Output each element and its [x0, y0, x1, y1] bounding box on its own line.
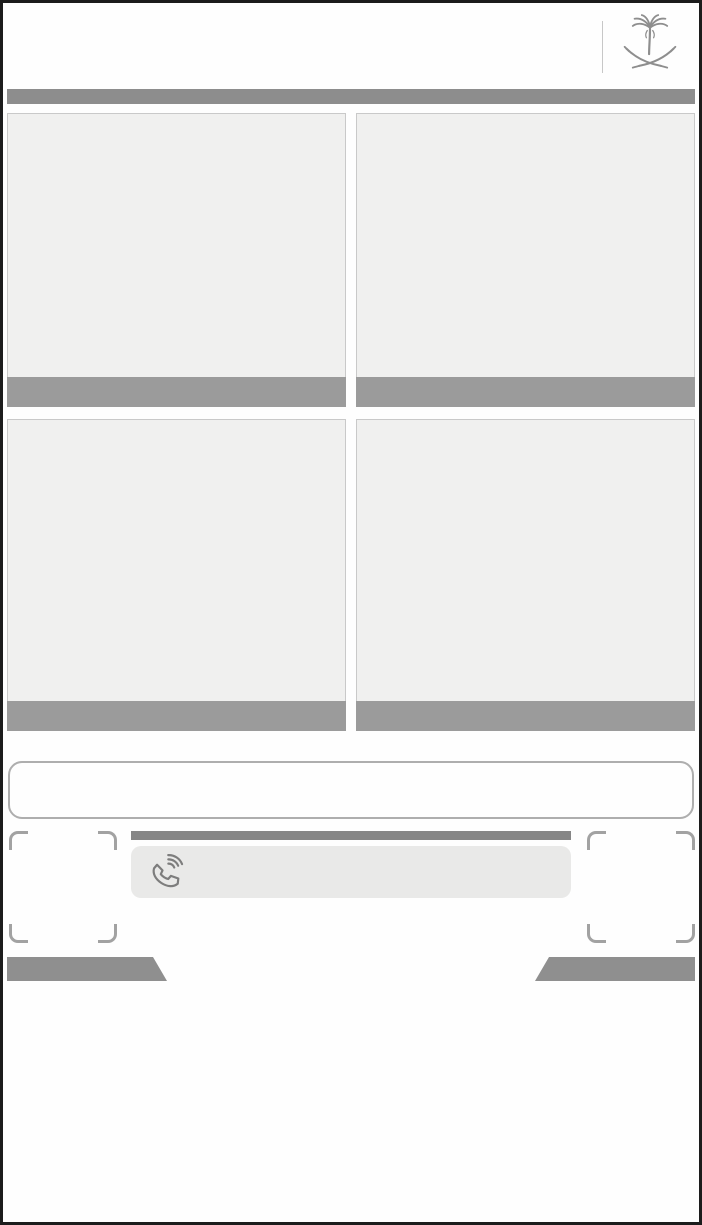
map-panel-orouba-axis [356, 419, 695, 731]
documents-column-right [362, 781, 678, 809]
phone-handset-icon [145, 852, 185, 896]
map-panel-turki-axis [356, 113, 695, 407]
qr-corner-bracket [98, 831, 117, 850]
qr-code-upload-icon [595, 839, 687, 931]
contact-section [7, 831, 695, 983]
announcement-title-bar [7, 89, 695, 104]
saudi-palm-swords-emblem-icon [621, 14, 679, 80]
required-documents-box [8, 761, 694, 819]
required-documents-section [8, 761, 694, 819]
qr-corner-bracket [676, 924, 695, 943]
qr-location [9, 831, 117, 943]
map-figure-orouba-axis [356, 419, 695, 701]
map-caption-turki-axis [356, 377, 695, 407]
ribbon-location-label [7, 957, 167, 981]
qr-corner-bracket [9, 831, 28, 850]
ribbon-upload-label [535, 957, 695, 981]
qr-corner-bracket [587, 831, 606, 850]
project-maps-grid [7, 113, 695, 731]
map-figure-mishal-taif-link [7, 113, 346, 377]
office-title-bar [131, 831, 571, 840]
map-figure-turki-axis [356, 113, 695, 377]
map-caption-orouba-axis [356, 701, 695, 731]
qr-corner-bracket [9, 924, 28, 943]
qr-corner-bracket [676, 831, 695, 850]
qr-corner-bracket [98, 924, 117, 943]
map-caption-mishal-taif-link [7, 377, 346, 407]
documents-column-left [24, 781, 340, 809]
qr-corner-bracket [587, 924, 606, 943]
roads-office-block [127, 831, 575, 898]
qr-upload-documents [587, 831, 695, 943]
map-caption-najm-aldin [7, 701, 346, 731]
header [3, 3, 699, 83]
map-figure-najm-aldin [7, 419, 346, 701]
phone-box [131, 846, 571, 898]
map-panel-najm-aldin [7, 419, 346, 731]
qr-code-location-icon [17, 839, 109, 931]
map-panel-mishal-taif-link [7, 113, 346, 407]
header-divider [602, 21, 603, 73]
